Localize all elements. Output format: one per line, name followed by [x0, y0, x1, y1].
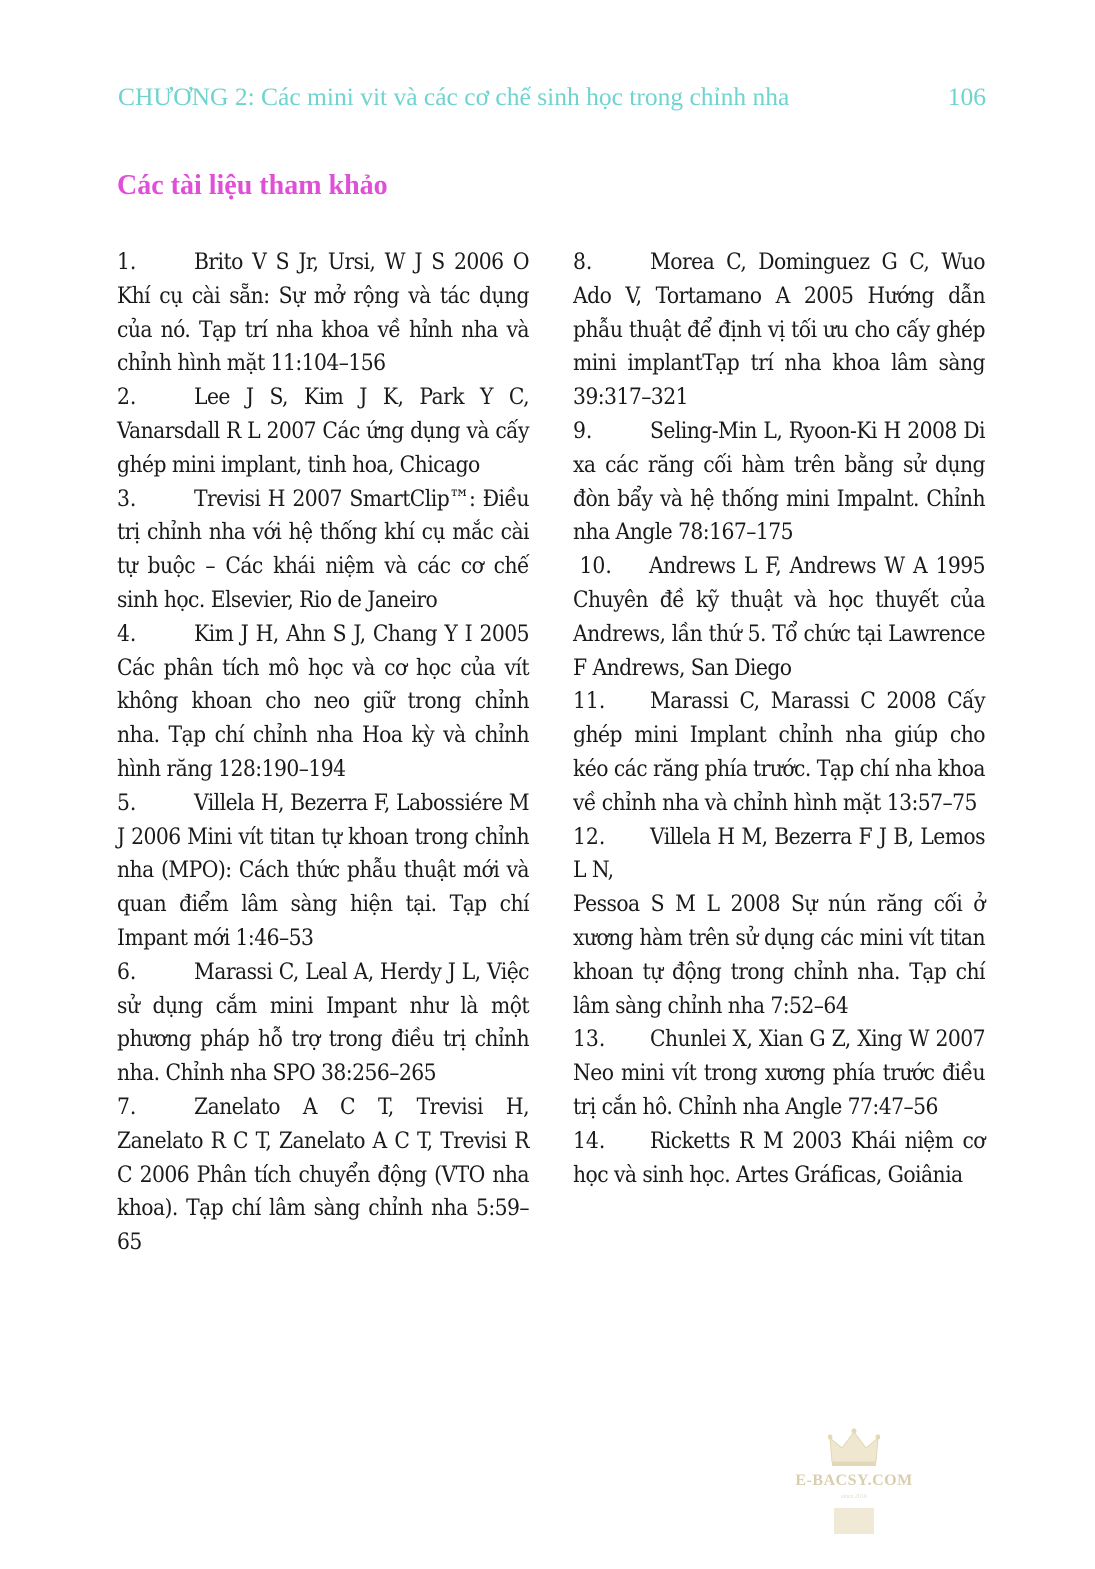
reference-number: 1.: [117, 249, 137, 275]
reference-number: 8.: [573, 249, 593, 275]
reference-item: [117, 956, 529, 1091]
reference-text: Brito V S Jr, Ursi, W J S 2006 O Khí cụ cài sẵn: Sự mở rộng và tác dụng của nó. Tạp trí nha khoa về hỉnh nha và chỉnh hình mặt 11:104–156: [117, 249, 529, 377]
reference-number: 3.: [117, 485, 137, 512]
crown-icon: [828, 1428, 880, 1468]
reference-number: 11.: [573, 688, 606, 715]
reference-text: Pessoa S M L 2008 Sự nún răng cối ở xương hàm trên sử dụng các mini vít titan khoan tự động trong chỉnh nha. Tạp chí lâm sàng chỉnh nha 7:52–64: [573, 891, 985, 1019]
reference-continuation: [573, 888, 985, 1023]
running-header: [118, 82, 986, 112]
reference-text: Ricketts R M 2003 Khái niệm cơ học và sinh học. Artes Gráficas, Goiânia: [573, 1127, 985, 1188]
reference-text: Marassi C, Leal A, Herdy J L, Việc sử dụng cắm mini Impant như là một phương pháp hỗ trợ trong điều trị chỉnh nha. Chỉnh nha SPO 38:256–265: [117, 958, 529, 1087]
reference-text: Seling-Min L, Ryoon-Ki H 2008 Di xa các răng cối hàm trên bằng sử dụng đòn bẩy và hệ thống mini Impalnt. Chỉnh nha Angle 78:167–175: [573, 417, 985, 546]
references-left-column: [117, 246, 529, 1260]
reference-text: Chunlei X, Xian G Z, Xing W 2007 Neo mini vít trong xương phía trước điều trị cắn hô. Chỉnh nha Angle 77:47–56: [573, 1026, 985, 1120]
reference-text: Marassi C, Marassi C 2008 Cấy ghép mini Implant chỉnh nha giúp cho kéo các răng phía trước. Tạp chí nha khoa về chỉnh nha và chỉnh hình mặt 13:57–75: [573, 688, 985, 816]
reference-item: [117, 483, 529, 618]
section-title: Các tài liệu tham khảo: [117, 170, 388, 201]
reference-number: 10.: [573, 553, 612, 580]
reference-number: 7.: [117, 1093, 137, 1120]
reference-item: [573, 415, 985, 550]
reference-text: Kim J H, Ahn S J, Chang Y I 2005 Các phân tích mô học và cơ học của vít không khoan cho neo giữ trong chỉnh nha. Tạp chí chỉnh nha Hoa kỳ và chỉnh hình răng 128:190–194: [117, 620, 529, 782]
reference-item: [117, 1091, 529, 1260]
reference-text: Lee J S, Kim J K, Park Y C, Vanarsdall R L 2007 Các ứng dụng và cấy ghép mini implant, tinh hoa, Chicago: [117, 384, 529, 478]
reference-item: [573, 246, 985, 415]
chapter-title: CHƯƠNG 2: Các mini vit và các cơ chế sinh học trong chỉnh nha: [118, 82, 790, 111]
reference-item: [573, 685, 985, 820]
reference-item: [573, 821, 985, 889]
reference-number: 6.: [117, 958, 137, 985]
reference-text: Villela H, Bezerra F, Labossiére M J 2006 Mini vít titan tự khoan trong chỉnh nha (MPO): Cách thức phẫu thuật mới và quan điểm lâm sàng hiện tại. Tạp chí Impant mới 1:46–53: [117, 789, 529, 951]
reference-number: 4.: [117, 620, 137, 647]
references-right-column: [573, 246, 985, 1192]
reference-item: [573, 550, 985, 685]
reference-number: 5.: [117, 789, 137, 816]
reference-number: 14.: [573, 1127, 606, 1154]
reference-text: Morea C, Dominguez G C, Wuo Ado V, Tortamano A 2005 Hướng dẫn phẫu thuật để định vị tối ưu cho cấy ghép mini implantTạp trí nha khoa lâm sàng 39:317–321: [573, 249, 985, 411]
reference-text: Andrews L F, Andrews W A 1995 Chuyên đề kỹ thuật và học thuyết của Andrews, lần thứ 5. Tổ chức tại Lawrence F Andrews, San Diego: [573, 553, 985, 681]
reference-text: Villela H M, Bezerra F J B, Lemos L N,: [573, 823, 985, 884]
reference-number: 13.: [573, 1026, 606, 1053]
reference-item: [573, 1125, 985, 1193]
reference-item: [117, 787, 529, 956]
reference-item: [117, 381, 529, 482]
reference-item: [573, 1023, 985, 1124]
watermark-subtext: since 2016: [841, 1494, 867, 1500]
reference-text: Trevisi H 2007 SmartClip™: Điều trị chỉnh nha với hệ thống khí cụ mắc cài tự buộc – Các khái niệm và các cơ chế sinh học. Elsevier, Rio de Janeiro: [117, 485, 529, 613]
page-number: 106: [947, 82, 986, 111]
reference-item: [117, 246, 529, 381]
watermark-banner: [834, 1508, 874, 1534]
reference-item: [117, 618, 529, 787]
reference-text: Zanelato A C T, Trevisi H, Zanelato R C T, Zanelato A C T, Trevisi R C 2006 Phân tích chuyển động (VTO nha khoa). Tạp chí lâm sàng chỉnh nha 5:59–65: [117, 1093, 529, 1256]
reference-number: 9.: [573, 417, 593, 444]
watermark-text: E-BACSY.COM: [795, 1472, 913, 1489]
reference-number: 12.: [573, 823, 606, 850]
watermark-logo: [790, 1428, 918, 1538]
reference-number: 2.: [117, 384, 137, 411]
